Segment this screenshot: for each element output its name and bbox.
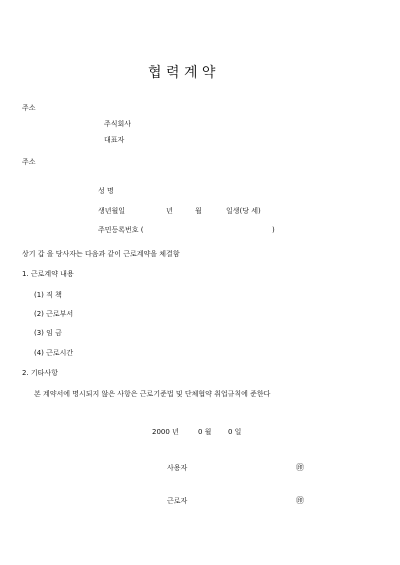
section1-heading: 1. 근로계약 내용 — [22, 270, 74, 278]
section1-item-department: (2) 근로부서 — [34, 310, 74, 318]
day-age-label: 일생(당 세) — [226, 207, 261, 215]
date-day: 0 일 — [228, 428, 242, 436]
party1-address-label: 주소 — [22, 104, 36, 112]
party2-address-label: 주소 — [22, 158, 36, 166]
intro-text: 상기 갑 을 당사자는 다음과 같이 근로계약을 체결함 — [22, 250, 180, 258]
month-label: 월 — [195, 207, 202, 215]
date-month: 0 월 — [198, 428, 212, 436]
company-label: 주식회사 — [104, 120, 132, 128]
employer-seal-mark: ㊞ — [296, 463, 304, 472]
employee-label: 근로자 — [167, 497, 188, 505]
section1-item-position: (1) 직 책 — [34, 291, 62, 299]
representative-label: 대표자 — [104, 136, 125, 144]
section2-text: 본 계약서에 명시되지 않은 사항은 근로기준법 및 단체협약 취업규칙에 준한다 — [34, 390, 271, 398]
name-label: 성 명 — [98, 187, 114, 195]
resident-number-close: ) — [272, 226, 275, 234]
section2-heading: 2. 기타사항 — [22, 369, 58, 377]
section1-item-hours: (4) 근로시간 — [34, 349, 74, 357]
employee-seal-mark: ㊞ — [296, 496, 304, 505]
section1-item-wage: (3) 임 금 — [34, 329, 62, 337]
employer-label: 사용자 — [167, 464, 188, 472]
year-label: 년 — [166, 207, 173, 215]
birth-label: 생년월일 — [98, 207, 126, 215]
resident-number-label: 주민등록번호 ( — [98, 226, 144, 234]
date-year: 2000 년 — [152, 428, 179, 436]
document-title: 협 력 계 약 — [148, 65, 216, 81]
